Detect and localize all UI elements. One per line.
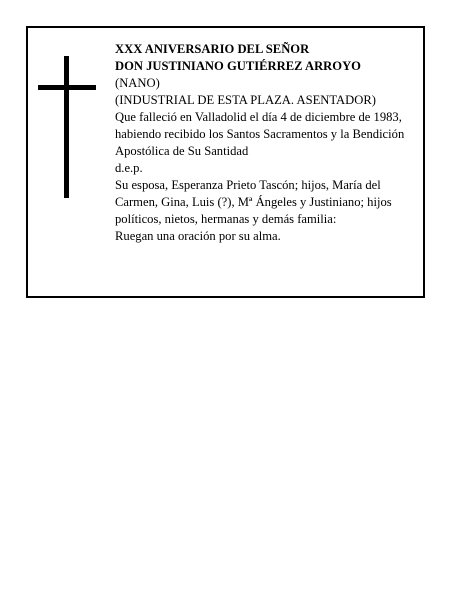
notice-nickname: (NANO) (115, 76, 160, 90)
cross-horizontal-bar (38, 85, 96, 90)
notice-closing: Ruegan una oración por su alma. (115, 229, 281, 243)
notice-title-line1: XXX ANIVERSARIO DEL SEÑOR (115, 42, 310, 56)
notice-death-text: Que falleció en Valladolid el día 4 de diciembre de 1983, habiendo recibido los Santos Sacramentos y la Bendición Apostólica de Su Santidad (115, 110, 405, 158)
obituary-notice (26, 26, 425, 298)
notice-occupation: (INDUSTRIAL DE ESTA PLAZA. ASENTADOR) (115, 93, 376, 107)
cross-vertical-bar (64, 56, 69, 198)
notice-title-line2: DON JUSTINIANO GUTIÉRREZ ARROYO (115, 59, 361, 73)
cross-icon (38, 56, 98, 198)
notice-family-text: Su esposa, Esperanza Prieto Tascón; hijos, María del Carmen, Gina, Luis (?), Mª Ángeles y Justiniano; hijos políticos, nietos, hermanas y demás familia: (115, 178, 392, 226)
notice-text (115, 41, 420, 245)
notice-rip: d.e.p. (115, 161, 143, 175)
